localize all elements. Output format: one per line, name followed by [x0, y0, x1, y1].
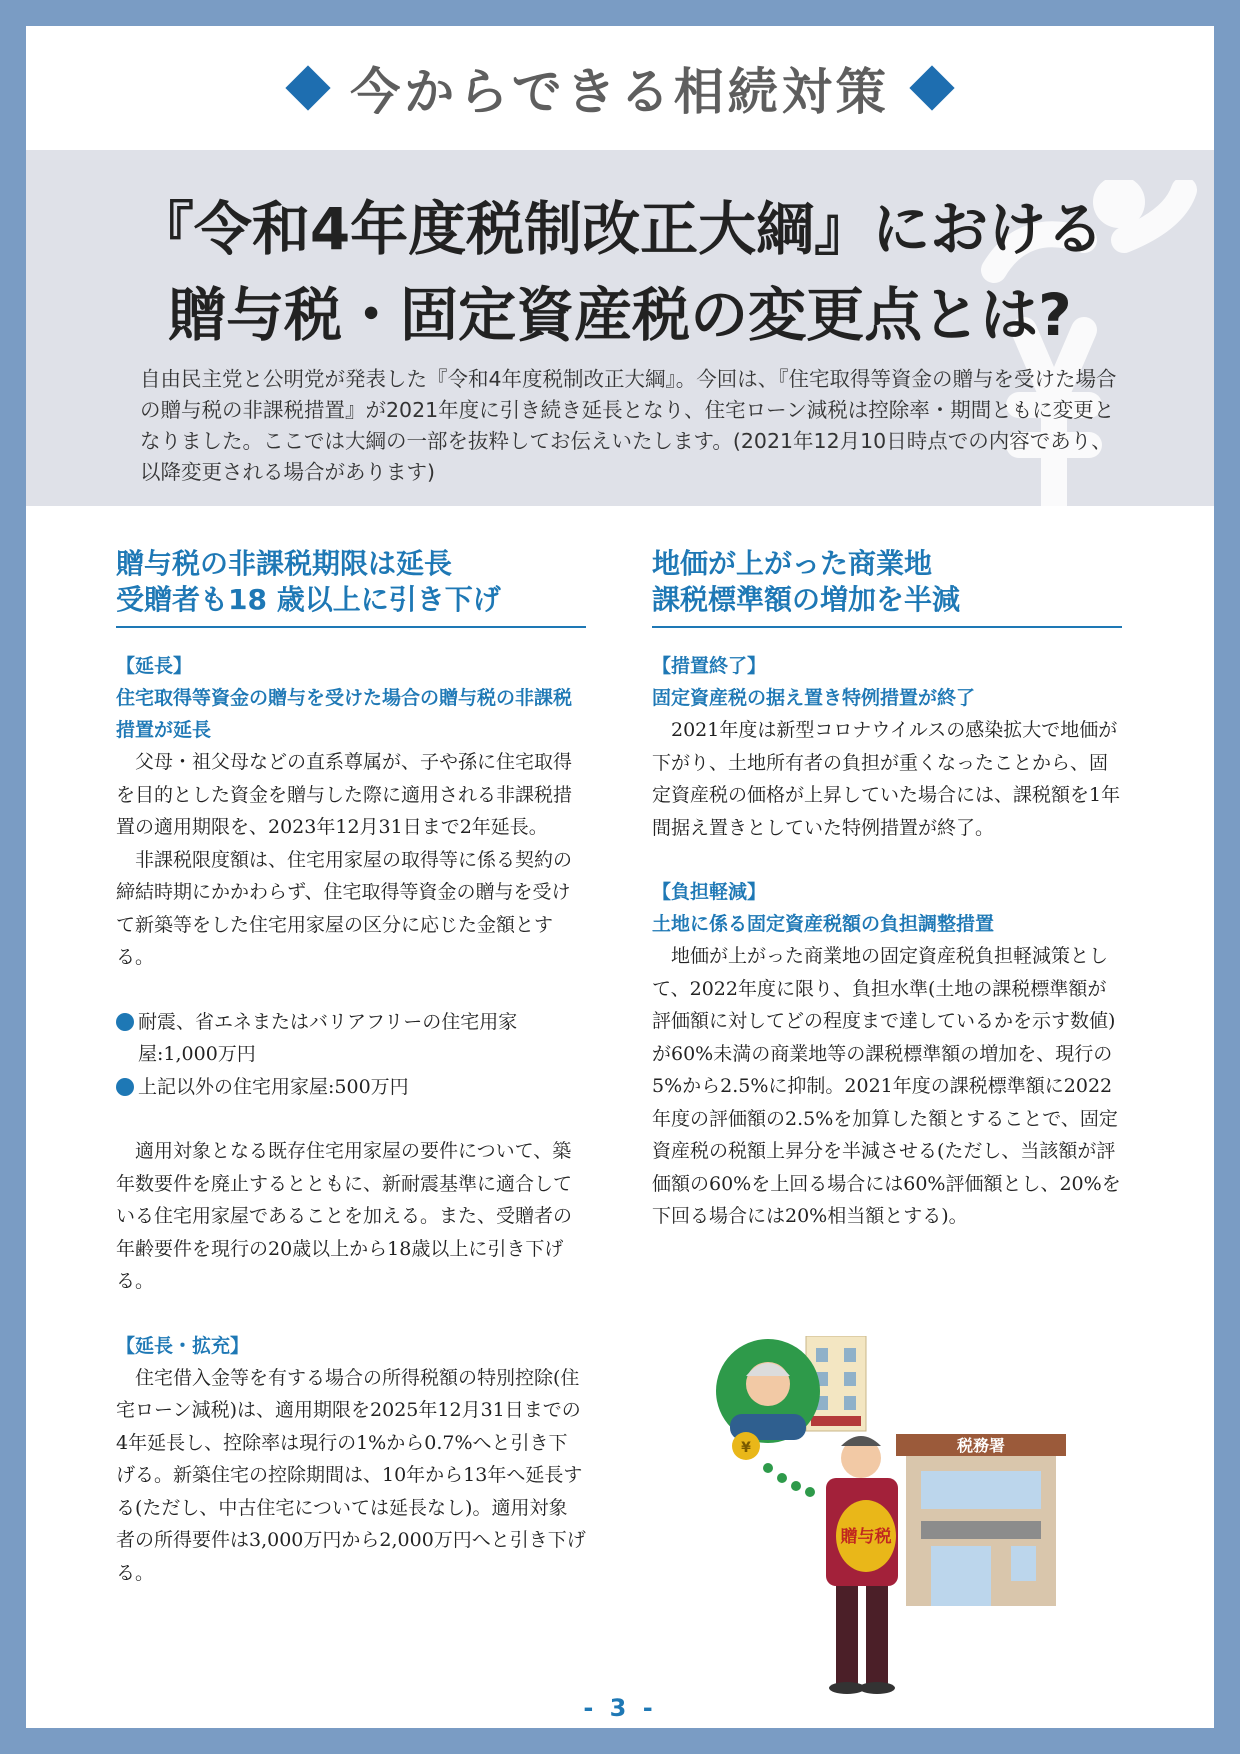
section-subheading: 土地に係る固定資産税額の負担調整措置: [652, 913, 995, 935]
diamond-icon-right: [909, 65, 954, 110]
money-bag-icon: [732, 1432, 760, 1460]
section-tag: 【延長・拡充】: [116, 1334, 250, 1357]
bullet-dot-icon: [116, 1013, 134, 1031]
bullet-dot-icon: [116, 1078, 134, 1096]
body-paragraph: 適用対象となる既存住宅用家屋の要件について、築年数要件を廃止するとともに、新耐震基準に適合している住宅用家屋であることを加える。また、受贈者の年齢要件を現行の20歳以上から18歳以上に引き下げる。: [116, 1140, 573, 1292]
section-tag: 【負担軽減】: [652, 881, 767, 903]
body-paragraph: 父母・祖父母などの直系尊属が、子や孫に住宅取得を目的とした資金を贈与した際に適用される非課税措置の適用期限を、2023年12月31日まで2年延長。: [116, 751, 573, 838]
page-title: [26, 186, 1214, 358]
section-subheading: 住宅取得等資金の贈与を受けた場合の贈与税の非課税措置が延長: [116, 687, 573, 741]
left-column-heading: [116, 546, 586, 628]
page: [26, 26, 1214, 1728]
list-item-text: 上記以外の住宅用家屋:500万円: [138, 1075, 409, 1098]
heading-line: 地価が上がった商業地: [652, 547, 933, 580]
dotted-arrow-icon: [763, 1463, 815, 1497]
body-paragraph: 非課税限度額は、住宅用家屋の取得等に係る契約の締結時期にかかわらず、住宅取得等資金の贈与を受けて新築等をした住宅用家屋の区分に応じた金額とする。: [116, 848, 573, 968]
page-title-line: 贈与税・固定資産税の変更点とは?: [168, 281, 1072, 349]
page-number: - 3 -: [583, 1694, 657, 1722]
body-paragraph: 2021年度は新型コロナウイルスの感染拡大で地価が下がり、土地所有者の負担が重くなったことから、固定資産税の価格が上昇していた場合には、課税額を1年間据え置きとしていた特例措置が終了。: [652, 719, 1121, 839]
tax-office-building-icon: [896, 1434, 1066, 1606]
recipient-person-icon: [826, 1436, 898, 1694]
list-item: [116, 1071, 586, 1104]
section-banner: [26, 26, 1214, 150]
heading-line: 受贈者も18 歳以上に引き下げ: [116, 583, 501, 616]
heading-line: 贈与税の非課税期限は延長: [116, 547, 453, 580]
right-column: [652, 546, 1122, 1233]
body-paragraph: 地価が上がった商業地の固定資産税負担軽減策として、2022年度に限り、負担水準(土地の課税標準額が評価額に対してどの程度まで達しているかを示す数値)が60%未満の商業地等の課税標準額の増加を、現行の5%から2.5%に抑制。2021年度の課税標準額に2022年度の評価額の2.5%を加算した額とすることで、固定資産税の税額上昇分を半減させる(ただし、当該額が評価額の60%を上回る場合には60%評価額とし、20%を下回る場合には20%相当額とする)。: [652, 945, 1121, 1227]
lead-paragraph: 自由民主党と公明党が発表した『令和4年度税制改正大綱』。今回は、『住宅取得等資金の贈与を受けた場合の贈与税の非課税措置』が2021年度に引き続き延長となり、住宅ローン減税は控除率・期間ともに変更となりました。ここでは大綱の一部を抜粋してお伝えいたします。(2021年12月10日時点での内容であり、以降変更される場合があります): [140, 367, 1117, 484]
office-sign-text: 税務署: [956, 1436, 1006, 1455]
left-column: [116, 546, 586, 1589]
list-item-text: 耐震、省エネまたはバリアフリーの住宅用家屋:1,000万円: [138, 1010, 518, 1065]
yen-symbol: ¥: [741, 1440, 751, 1456]
section-tag: 【延長】: [116, 655, 193, 677]
gift-tax-bag-label: 贈与税: [840, 1527, 892, 1547]
gift-tax-illustration: [716, 1336, 1096, 1696]
section-subheading: 固定資産税の据え置き特例措置が終了: [652, 687, 976, 709]
right-column-heading: [652, 546, 1122, 628]
list-item: [116, 1006, 586, 1071]
heading-line: 課税標準額の増加を半減: [652, 583, 961, 616]
diamond-icon-left: [286, 65, 331, 110]
section-tag: 【措置終了】: [652, 655, 767, 677]
page-title-line: 『令和4年度税制改正大綱』における: [135, 195, 1105, 263]
hero-section: [26, 150, 1214, 506]
banner-title: 今からできる相続対策: [350, 63, 890, 121]
grandparent-avatar: [716, 1339, 820, 1443]
body-paragraph: 住宅借入金等を有する場合の所得税額の特別控除(住宅ローン減税)は、適用期限を2025年12月31日までの4年延長し、控除率は現行の1%から0.7%へと引き下げる。新築住宅の控除期間は、10年から13年へ延長する(ただし、中古住宅については延長なし)。適用対象者の所得要件は3,000万円から2,000万円へと引き下げる。: [116, 1366, 586, 1584]
